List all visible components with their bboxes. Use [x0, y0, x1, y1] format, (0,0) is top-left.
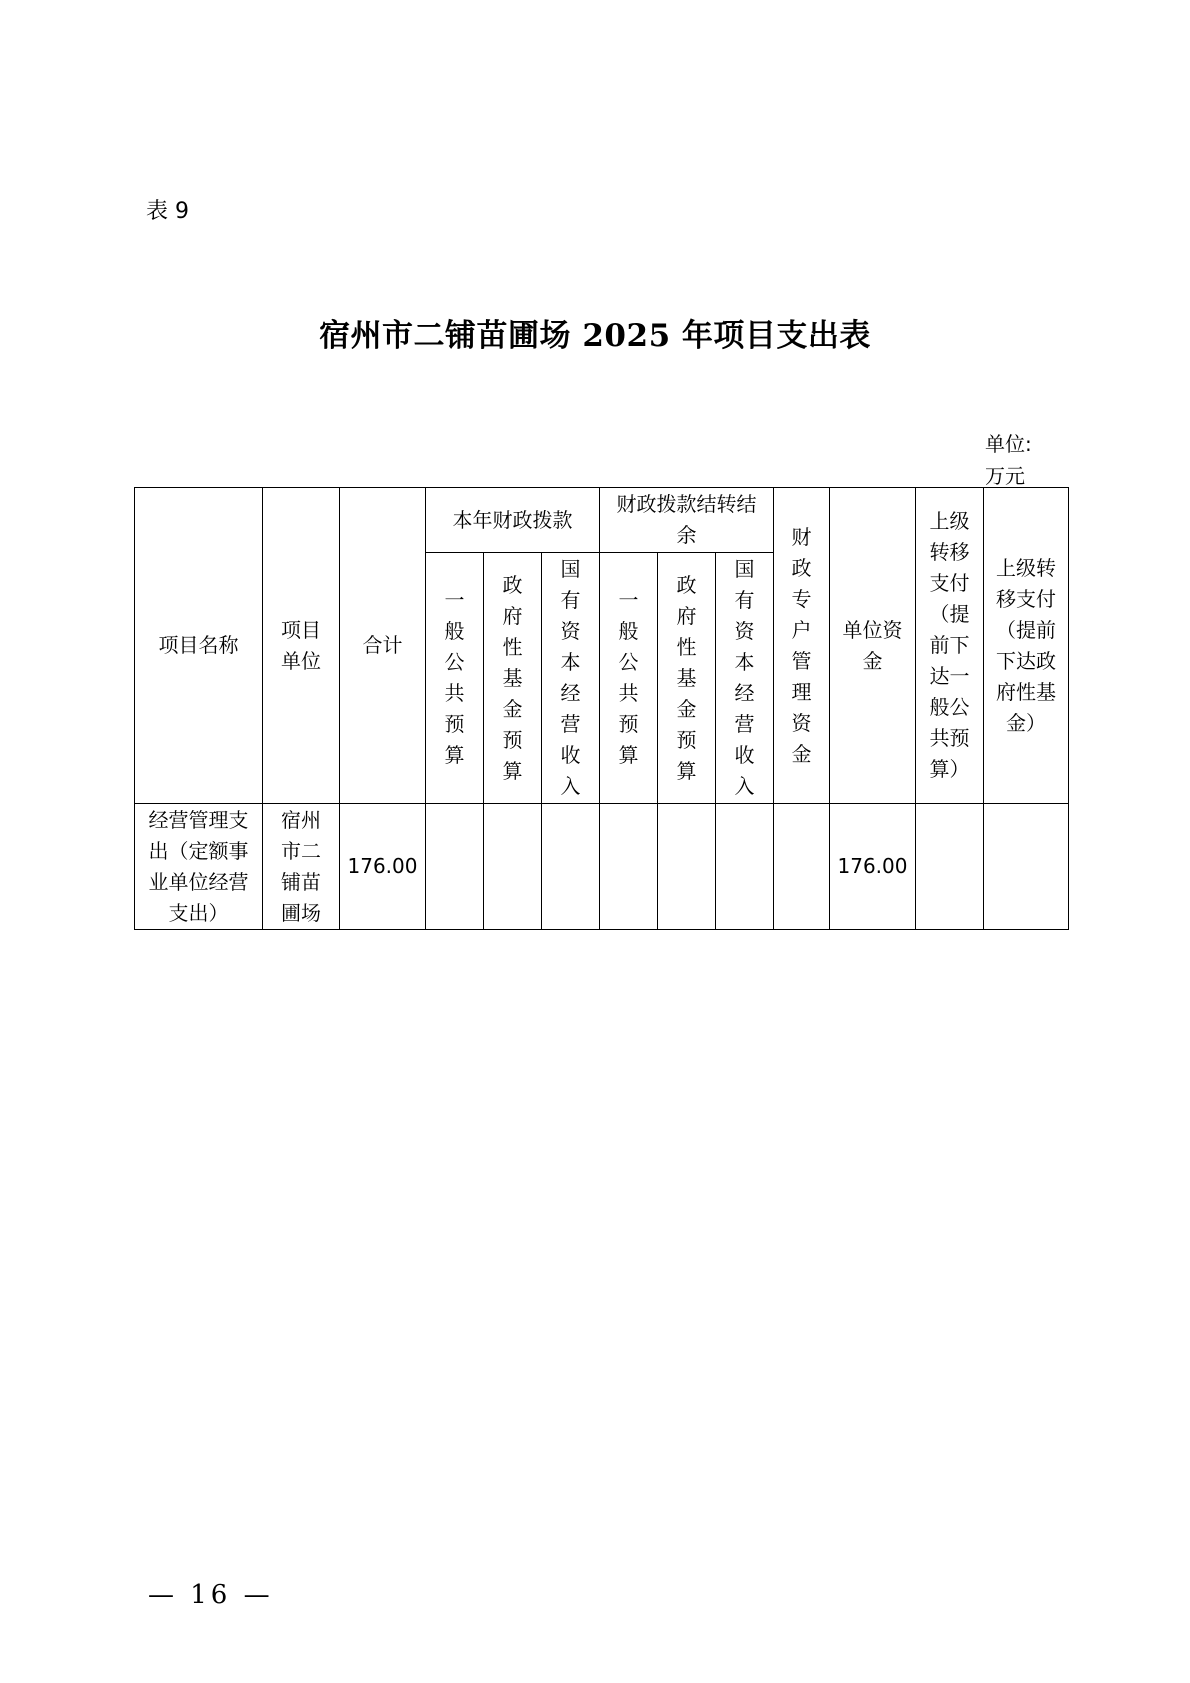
header-carryover-group: 财政拨款结转结余	[600, 488, 774, 553]
header-carry-state-capital-income: 国有资本经营收入	[716, 553, 774, 804]
cell-carry-gov-fund-budget	[658, 804, 716, 930]
cell-transfer-gov-fund	[984, 804, 1069, 930]
header-general-budget: 一般公共预算	[426, 553, 484, 804]
header-transfer-gov-fund: 上级转移支付（提前下达政府性基金）	[984, 488, 1069, 804]
header-total: 合计	[340, 488, 426, 804]
page-title: 宿州市二铺苗圃场 2025 年项目支出表	[319, 318, 871, 354]
header-carry-general-budget: 一般公共预算	[600, 553, 658, 804]
header-gov-fund-budget: 政府性基金预算	[484, 553, 542, 804]
table-row	[135, 804, 1069, 930]
cell-carry-state-capital-income	[716, 804, 774, 930]
cell-project-name: 经营管理支出（定额事业单位经营支出）	[135, 804, 263, 930]
header-unit-funds: 单位资金	[830, 488, 916, 804]
unit-note: 单位:万元	[985, 432, 1032, 488]
cell-carry-general-budget	[600, 804, 658, 930]
project-expenditure-table	[134, 487, 1069, 930]
cell-gov-fund-budget	[484, 804, 542, 930]
cell-unit-funds: 176.00	[830, 804, 916, 930]
cell-special-account-funds	[774, 804, 830, 930]
header-project-unit: 项目单位	[263, 488, 340, 804]
header-project-name: 项目名称	[135, 488, 263, 804]
table-label: 表 9	[146, 199, 189, 224]
header-state-capital-income: 国有资本经营收入	[542, 553, 600, 804]
cell-general-budget	[426, 804, 484, 930]
page-number: — 16 —	[148, 1580, 274, 1610]
cell-project-unit: 宿州市二铺苗圃场	[263, 804, 340, 930]
cell-transfer-general	[916, 804, 984, 930]
header-transfer-general: 上级转移支付（提前下达一般公共预算）	[916, 488, 984, 804]
header-current-year-group: 本年财政拨款	[426, 488, 600, 553]
header-special-account-funds: 财政专户管理资金	[774, 488, 830, 804]
cell-total: 176.00	[340, 804, 426, 930]
cell-state-capital-income	[542, 804, 600, 930]
header-carry-gov-fund-budget: 政府性基金预算	[658, 553, 716, 804]
